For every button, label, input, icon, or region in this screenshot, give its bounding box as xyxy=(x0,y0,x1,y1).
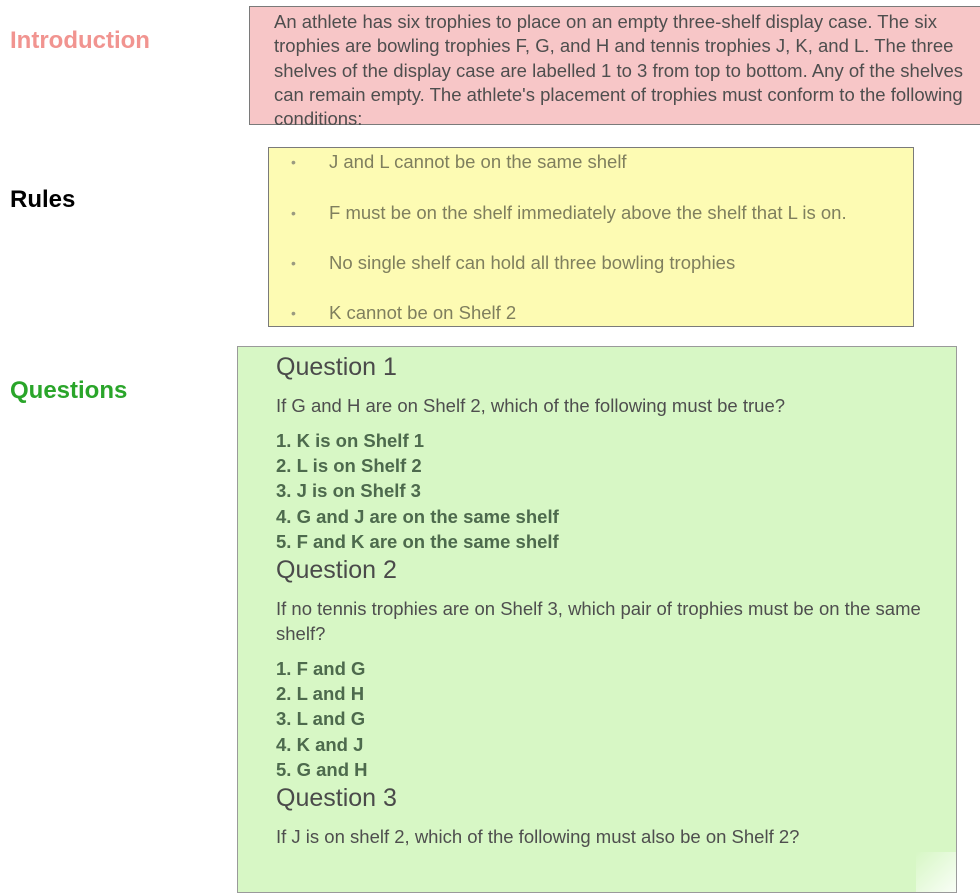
bullet-icon: • xyxy=(291,255,296,271)
answer-option[interactable]: 5. F and K are on the same shelf xyxy=(276,530,559,552)
introduction-box xyxy=(249,6,980,130)
answer-option[interactable]: 2. L is on Shelf 2 xyxy=(276,455,422,477)
rule-item xyxy=(269,301,913,325)
answer-options xyxy=(276,428,944,554)
questions-content xyxy=(276,351,944,859)
answer-option[interactable]: 2. L and H xyxy=(276,683,365,705)
bullet-icon: • xyxy=(291,154,296,170)
question-title: Question 2 xyxy=(276,556,397,585)
rules-box xyxy=(268,147,914,327)
rule-text: K cannot be on Shelf 2 xyxy=(329,302,517,323)
question-title: Question 3 xyxy=(276,784,397,813)
rule-text: J and L cannot be on the same shelf xyxy=(329,151,627,172)
question-1 xyxy=(276,351,944,554)
question-2 xyxy=(276,554,944,782)
question-prompt: If G and H are on Shelf 2, which of the following must be true? xyxy=(276,395,786,416)
answer-option[interactable]: 1. K is on Shelf 1 xyxy=(276,430,425,451)
bullet-icon: • xyxy=(291,305,296,321)
question-prompt: If J is on shelf 2, which of the following must also be on Shelf 2? xyxy=(276,826,800,848)
rule-text: No single shelf can hold all three bowling trophies xyxy=(329,252,736,273)
introduction-text: An athlete has six trophies to place on an empty three-shelf display case. The six trophies are bowling trophies F, G, and H and tennis trophies J, K, and L. The three shelves of the display case are labelled 1 to 3 from top to bottom. Any of the shelves can remain empty. The athlete's placement of trophies must conform to the following conditions: xyxy=(274,11,964,130)
questions-label: Questions xyxy=(10,377,128,404)
answer-option[interactable]: 5. G and H xyxy=(276,758,368,780)
questions-box xyxy=(237,346,957,893)
question-3 xyxy=(276,782,944,849)
scroll-fade xyxy=(916,852,956,892)
rule-item xyxy=(269,251,913,275)
rule-item xyxy=(269,201,913,225)
question-title: Question 1 xyxy=(276,353,397,381)
answer-option[interactable]: 4. K and J xyxy=(276,733,364,755)
rules-label: Rules xyxy=(10,186,76,213)
answer-options xyxy=(276,656,944,782)
introduction-label: Introduction xyxy=(10,27,150,54)
answer-option[interactable]: 4. G and J are on the same shelf xyxy=(276,505,559,527)
bullet-icon: • xyxy=(291,205,296,221)
rule-text: F must be on the shelf immediately above the shelf that L is on. xyxy=(329,202,847,223)
answer-option[interactable]: 3. J is on Shelf 3 xyxy=(276,480,421,502)
answer-option[interactable]: 3. L and G xyxy=(276,708,366,730)
answer-option[interactable]: 1. F and G xyxy=(276,658,366,680)
question-prompt: If no tennis trophies are on Shelf 3, which pair of trophies must be on the same shelf? xyxy=(276,598,921,645)
rule-item xyxy=(269,150,913,174)
